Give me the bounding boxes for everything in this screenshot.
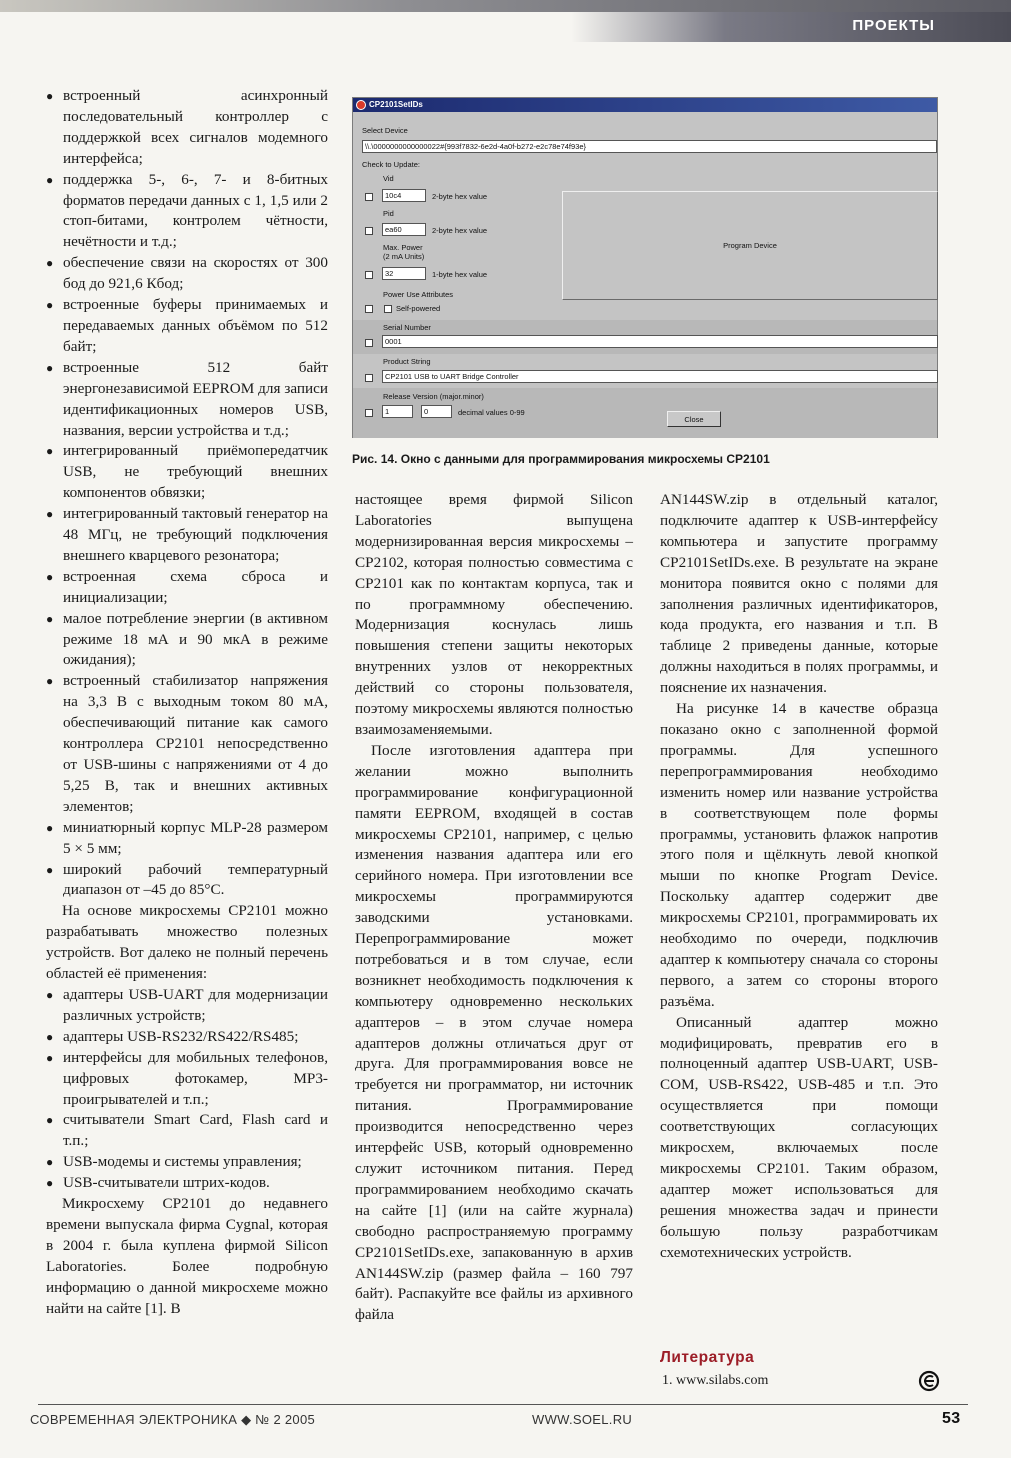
close-button-label: Close (684, 414, 704, 424)
list-item: ● адаптеры USB-RS232/RS422/RS485; (46, 1027, 328, 1048)
power-input[interactable]: 32 (382, 267, 426, 280)
paragraph: На основе микросхемы CP2101 можно разрабатывать множество полезных устройств. Вот далеко не полный перечень областей её применения: (46, 902, 328, 983)
max-power-units: (2 mA Units) (383, 252, 425, 261)
self-powered-label: Self-powered (396, 304, 441, 313)
program-device-button[interactable] (562, 191, 938, 300)
column-1 (46, 86, 328, 1319)
self-powered-checkbox[interactable] (384, 305, 392, 313)
applications-list (46, 985, 328, 1194)
window-titlebar (353, 98, 937, 112)
list-item: ● USB-модемы и системы управления; (46, 1152, 328, 1173)
paragraph: Микросхему CP2101 до недавнего времени выпускала фирма Cygnal, которая в 2004 г. была куплена фирмой Silicon Laboratories. Более подробную информацию о данной микросхеме можно найти на сайте [1]. В (46, 1195, 328, 1317)
section-title: ПРОЕКТЫ (852, 17, 935, 34)
vid-hint: 2-byte hex value (432, 192, 488, 201)
list-item: ● считыватели Smart Card, Flash card и т.п.; (46, 1110, 328, 1152)
serial-number-label: Serial Number (383, 323, 431, 332)
list-item: ● обеспечение связи на скоростях от 300 бод до 921,6 Кбод; (46, 253, 328, 295)
program-device-label: Program Device (723, 241, 777, 250)
vid-input[interactable]: 10c4 (382, 189, 426, 202)
journal-logo-icon (918, 1370, 940, 1392)
paragraph: AN144SW.zip в отдельный каталог, подключите адаптер к USB-интерфейсу компьютера и запустите программу CP2101SetIDs.exe. В результате на экране монитора появится окно с полями для заполнения различных идентификаторов, кода продукта, его названия и т.п. В таблице 2 приведены данные, которые должны находиться в полях программы, и пояснение их назначения. (660, 491, 938, 697)
features-list (46, 86, 328, 901)
close-button[interactable] (667, 411, 721, 427)
list-item: ● встроенный стабилизатор напряжения на 3,3 В с выходным током 80 мА, обеспечивающий питание как самого контроллера CP2101 непосредственно от USB-шины с напряжениями от 4 до 5,25 В, так и внешних активных элементов; (46, 671, 328, 817)
column-3 (660, 490, 938, 1264)
paragraph: На рисунке 14 в качестве образца показано окно с заполненной формой программы. Для успешного перепрограммирования необходимо изменить номер или название устройства в соответствующем поле формы программы, установить флажок напротив этого поля и щёлкнуть левой кнопкой мыши по кнопке Program Device. Поскольку адаптер содержит две микросхемы CP2101, программировать их необходимо по очереди, подключив адаптер к компьютеру сначала со стороны первого, а затем со стороны второго разъёма. (660, 700, 938, 1010)
list-item: ● интерфейсы для мобильных телефонов, цифровых фотокамер, MP3-проигрывателей и т.п.; (46, 1048, 328, 1111)
pid-hint: 2-byte hex value (432, 226, 488, 235)
release-hint: decimal values 0-99 (458, 408, 525, 417)
release-minor-input[interactable]: 0 (421, 405, 452, 418)
max-power-label: Max. Power (383, 243, 423, 252)
serial-checkbox[interactable] (365, 339, 373, 347)
serial-number-input[interactable]: 0001 (382, 335, 938, 348)
app-icon (356, 100, 366, 110)
literature-heading: Литература (660, 1349, 755, 1366)
list-item: ● широкий рабочий температурный диапазон от –45 до 85°С. (46, 860, 328, 902)
list-item: ● интегрированный тактовый генератор на 48 МГц, не требующий подключения внешнего кварцевого резонатора; (46, 504, 328, 567)
top-color-band (0, 0, 1011, 12)
list-item: ● миниатюрный корпус MLP-28 размером 5 × 5 мм; (46, 818, 328, 860)
attributes-checkbox[interactable] (365, 305, 373, 313)
list-item: ● интегрированный приёмопередатчик USB, не требующий внешних компонентов обвязки; (46, 441, 328, 504)
page-number: 53 (942, 1410, 961, 1427)
paragraph: настоящее время фирмой Silicon Laboratories выпущена модернизированная версия микросхемы – CP2102, которая полностью совместима с CP2101 как по контактам корпуса, так и по программному обеспечению. Модернизация коснулась лишь повышения степени защиты некоторых внутренних узлов от некорректных действий со стороны пользователя, поэтому микросхемы являются полностью взаимозаменяемыми. (355, 491, 633, 738)
list-item: ● адаптеры USB-UART для модернизации различных устройств; (46, 985, 328, 1027)
literature-item: 1. www.silabs.com (662, 1373, 769, 1388)
paragraph: После изготовления адаптера при желании можно выполнить программирование конфигурационной памяти EEPROM, входящей в состав микросхемы CP2101, например, с целью изменения названия адаптера или его серийного номера. При изготовлении все микросхемы программируются заводскими установками. Перепрограммирование может потребоваться и в том случае, если возникнет необходимость подключения к компьютеру одновременно нескольких адаптеров – в этом случае номера адаптеров должны отличаться друг от друга. Для программирования вовсе не требуется ни программатор, ни источник питания. Программирование производится непосредственно через интерфейс USB, который одновременно служит источником питания. Перед программированием необходимо скачать на сайте [1] (или на сайте журнала) свободно распространяемую программу CP2101SetIDs.exe, запакованную в архив AN144SW.zip (размер файла – 160 797 байт). Распакуйте все файлы из архивного файла (355, 741, 633, 1324)
section-header (571, 12, 1011, 42)
product-checkbox[interactable] (365, 374, 373, 382)
list-item: ● поддержка 5-, 6-, 7- и 8-битных форматов передачи данных с 1, 1,5 или 2 стоп-битами, контролем чётности, нечётности и т.д.; (46, 170, 328, 254)
list-item: ● малое потребление энергии (в активном режиме 18 мА и 90 мкА в режиме ожидания); (46, 609, 328, 672)
pid-label: Pid (383, 209, 394, 218)
figure-caption: Рис. 14. Окно с данными для программирования микросхемы CP2101 (352, 452, 770, 466)
list-item: ● встроенная схема сброса и инициализации; (46, 567, 328, 609)
pid-checkbox[interactable] (365, 227, 373, 235)
release-checkbox[interactable] (365, 409, 373, 417)
list-item: ● встроенные буферы принимаемых и передаваемых данных объёмом по 512 байт; (46, 295, 328, 358)
pid-input[interactable]: ea60 (382, 223, 426, 236)
column-2 (355, 490, 633, 1326)
program-window-screenshot (352, 97, 938, 438)
list-item: ● встроенные 512 байт энергонезависимой EEPROM для записи идентификационных номеров USB, названия, версии устройства и т.д.; (46, 358, 328, 442)
paragraph: Описанный адаптер можно модифицировать, превратив его в полноценный адаптер USB-UART, USB-COM, USB-RS422, USB-485 и т.п. Это осуществляется при помощи соответствующих согласующих микросхем, включаемых после микросхемы CP2101. Таким образом, адаптер может использоваться для решения множества задач и принести большую пользу разработчикам схемотехнических устройств. (660, 1013, 938, 1261)
website: WWW.SOEL.RU (532, 1412, 633, 1427)
window-title: CP2101SetIDs (369, 100, 423, 109)
product-string-label: Product String (383, 357, 431, 366)
power-checkbox[interactable] (365, 271, 373, 279)
power-hint: 1-byte hex value (432, 270, 488, 279)
release-major-input[interactable]: 1 (382, 405, 413, 418)
release-version-label: Release Version (major.minor) (383, 392, 484, 401)
list-item: ● USB-считыватели штрих-кодов. (46, 1173, 328, 1194)
vid-checkbox[interactable] (365, 193, 373, 201)
vid-label: Vid (383, 174, 394, 183)
device-path-field[interactable]: \\.\0000000000000022#{993f7832-6e2d-4a0f-b272-e2c78e74f93e} (362, 140, 937, 153)
power-attributes-label: Power Use Attributes (383, 290, 454, 299)
product-string-input[interactable]: CP2101 USB to UART Bridge Controller (382, 370, 938, 383)
list-item: ● встроенный асинхронный последовательный контроллер с поддержкой всех сигналов модемного интерфейса; (46, 86, 328, 170)
check-to-update-label: Check to Update: (362, 160, 420, 169)
footer-rule (38, 1404, 968, 1405)
journal-name: СОВРЕМЕННАЯ ЭЛЕКТРОНИКА ◆ № 2 2005 (30, 1412, 316, 1427)
select-device-label: Select Device (362, 126, 408, 135)
